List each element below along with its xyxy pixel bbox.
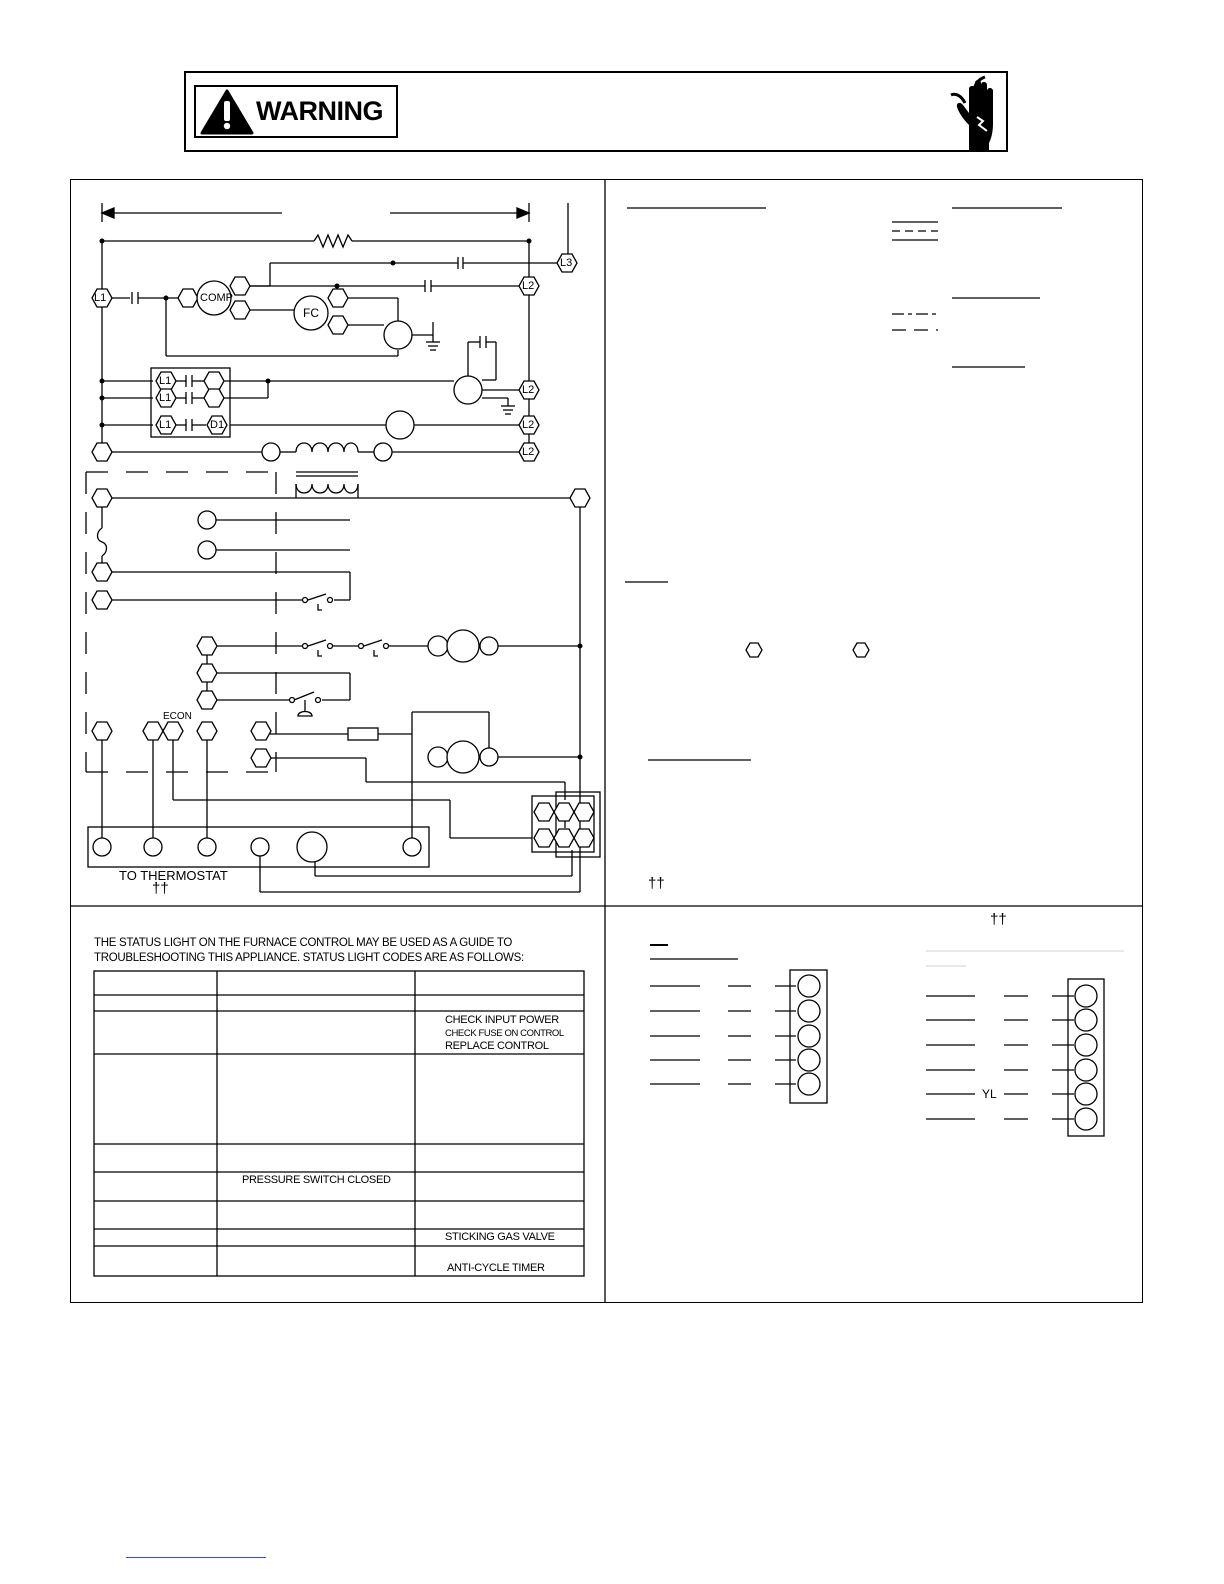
status-intro: [94, 936, 524, 966]
warning-label: WARNING: [256, 96, 383, 126]
status-cause: PRESSURE SWITCH CLOSED: [242, 1174, 391, 1186]
status-remedy: STICKING GAS VALVE: [445, 1231, 555, 1243]
terminal-l2-label: L2: [522, 446, 535, 458]
status-intro-line: THE STATUS LIGHT ON THE FURNACE CONTROL MAY BE USED AS A GUIDE TO: [94, 937, 513, 949]
status-remedy: REPLACE CONTROL: [445, 1040, 549, 1052]
terminal-l1-label: L1: [94, 292, 107, 304]
status-remedy: CHECK INPUT POWER: [445, 1014, 559, 1026]
terminal-l2-label: L2: [522, 384, 535, 396]
footer-link-underline: [126, 1557, 266, 1558]
status-remedy: CHECK FUSE ON CONTROL: [445, 1028, 564, 1039]
terminal-l1-label: L1: [159, 375, 172, 387]
dagger-marks: ††: [648, 875, 665, 892]
dagger-marks: ††: [152, 880, 169, 897]
terminal-l1-label: L1: [159, 392, 172, 404]
dagger-marks: ††: [990, 911, 1007, 928]
compressor-label: COMP: [200, 292, 233, 304]
status-remedy: ANTI-CYCLE TIMER: [447, 1262, 545, 1274]
terminal-l2-label: L2: [522, 419, 535, 431]
status-intro-line: TROUBLESHOOTING THIS APPLIANCE. STATUS LIGHT CODES ARE AS FOLLOWS:: [94, 952, 524, 964]
econ-label: ECON: [163, 711, 192, 722]
terminal-l3-label: L3: [560, 257, 573, 269]
terminal-l2-label: L2: [522, 280, 535, 292]
terminal-d1-label: D1: [210, 419, 225, 431]
fan-capacitor-label: FC: [303, 306, 319, 320]
thermostat-label: TO THERMOSTAT: [119, 868, 228, 883]
terminal-l1-label: L1: [159, 419, 172, 431]
terminal-yl-label: YL: [982, 1087, 997, 1101]
